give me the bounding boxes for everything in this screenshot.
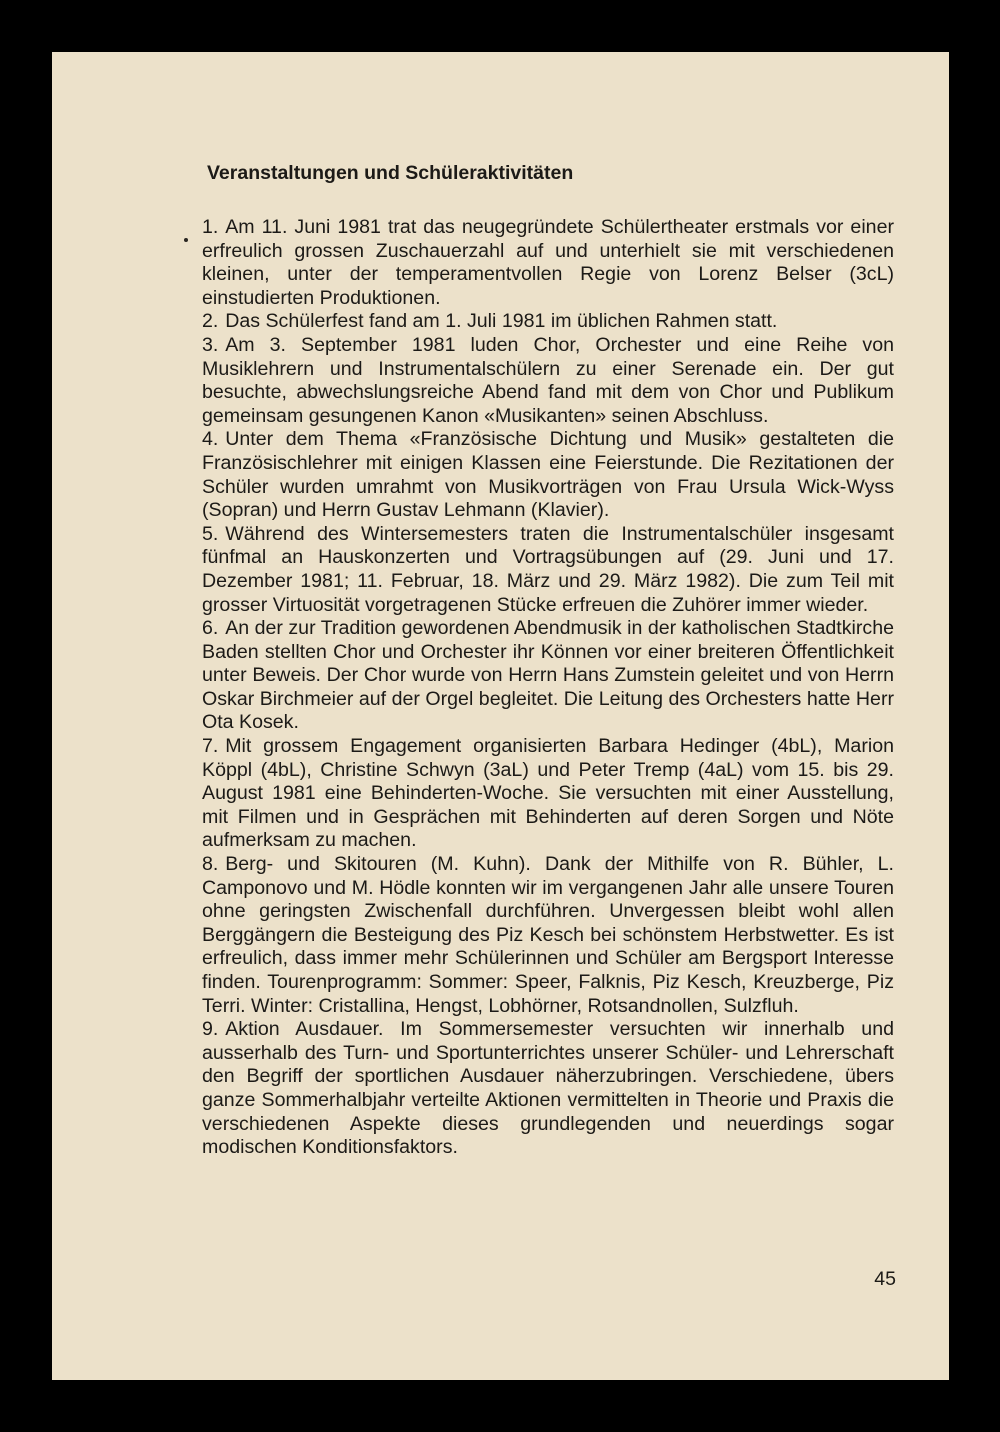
item-number: 8. xyxy=(202,853,219,876)
item-text: Berg- und Skitouren (M. Kuhn). Dank der Mithilfe von R. Bühler, L. Camponovo und M. Hödle konnten wir im vergangenen Jahr alle unsere Touren ohne geringsten Zwischenfall durchführen. Unvergessen bleibt wohl allen Berggängern die Besteigung des Piz Kesch bei schönstem Herbstwetter. Es ist erfreulich, dass immer mehr Schülerinnen und Schüler am Bergsport Interesse finden. Tourenprogramm: Sommer: Speer, Falknis, Piz Kesch, Kreuzberge, Piz Terri. Winter: Cristallina, Hengst, Lobhörner, Rotsandnollen, Sulzfluh. xyxy=(202,853,894,1017)
activity-item-7 xyxy=(202,735,894,853)
activity-list xyxy=(202,216,894,1160)
activity-item-3 xyxy=(202,334,894,428)
activity-item-4 xyxy=(202,428,894,522)
activity-item-6 xyxy=(202,617,894,735)
item-text: Das Schülerfest fand am 1. Juli 1981 im üblichen Rahmen statt. xyxy=(225,310,778,333)
item-number: 6. xyxy=(202,617,219,640)
page-heading: Veranstaltungen und Schüleraktivitäten xyxy=(207,162,574,184)
document-page xyxy=(52,52,949,1380)
item-number: 4. xyxy=(202,428,219,451)
activity-item-8 xyxy=(202,853,894,1018)
item-text: Am 3. September 1981 luden Chor, Orchester und eine Reihe von Musiklehrern und Instrumentalschülern zu einer Serenade ein. Der gut besuchte, abwechslungsreiche Abend fand mit dem von Chor und Publikum gemeinsam gesungenen Kanon «Musikanten» seinen Abschluss. xyxy=(202,333,894,427)
item-text: Mit grossem Engagement organisierten Barbara Hedinger (4bL), Marion Köppl (4bL), Christine Schwyn (3aL) und Peter Tremp (4aL) vom 15. bis 29. August 1981 eine Behinderten-Woche. Sie versuchten mit einer Ausstellung, mit Filmen und in Gesprächen mit Behinderten auf deren Sorgen und Nöte aufmerksam zu machen. xyxy=(202,735,894,852)
item-number: 1. xyxy=(202,216,219,238)
item-text: Während des Wintersemesters traten die Instrumentalschüler insgesamt fünfmal an Hauskonzerten und Vortragsübungen auf (29. Juni und 17. Dezember 1981; 11. Februar, 18. März und 29. März 1982). Die zum Teil mit grosser Virtuosität vorgetragenen Stücke erfreuen die Zuhörer immer wieder. xyxy=(202,522,894,616)
item-number: 3. xyxy=(202,333,219,356)
page-number: 45 xyxy=(874,1268,896,1290)
item-number: 2. xyxy=(202,310,219,333)
activity-item-1 xyxy=(202,216,894,310)
item-text: An der zur Tradition gewordenen Abendmusik in der katholischen Stadtkirche Baden stellten Chor und Orchester ihr Können vor einer breiteren Öffentlichkeit unter Beweis. Der Chor wurde von Herrn Hans Zumstein geleitet und von Herrn Oskar Birchmeier auf der Orgel begleitet. Die Leitung des Orchesters hatte Herr Ota Kosek. xyxy=(202,617,894,734)
item-number: 5. xyxy=(202,522,219,545)
item-number: 9. xyxy=(202,1018,219,1041)
item-text: Am 11. Juni 1981 trat das neugegründete Schülertheater erstmals vor einer erfreulich grossen Zuschauerzahl auf und unterhielt sie mit verschiedenen kleinen, unter der temperamentvollen Regie von Lorenz Belser (3cL) einstudierten Produktionen. xyxy=(202,216,894,309)
item-text: Unter dem Thema «Französische Dichtung und Musik» gestalteten die Französischlehrer mit einigen Klassen eine Feierstunde. Die Rezitationen der Schüler wurden umrahmt von Musikvorträgen von Frau Ursula Wick-Wyss (Sopran) und Herrn Gustav Lehmann (Klavier). xyxy=(202,428,894,522)
activity-item-2 xyxy=(202,310,894,334)
activity-item-5 xyxy=(202,523,894,617)
item-number: 7. xyxy=(202,735,219,758)
item-text: Aktion Ausdauer. Im Sommersemester versuchten wir innerhalb und ausserhalb des Turn- und Sportunterrichtes unserer Schüler- und Lehrerschaft den Begriff der sportlichen Ausdauer näherzubringen. Verschiedene, übers ganze Sommerhalbjahr verteilte Aktionen vermittelten in Theorie und Praxis die verschiedenen Aspekte dieses grundlegenden und neuerdings sogar modischen Konditionsfaktors. xyxy=(202,1018,894,1159)
print-speck xyxy=(184,238,188,242)
activity-item-9 xyxy=(202,1018,894,1160)
